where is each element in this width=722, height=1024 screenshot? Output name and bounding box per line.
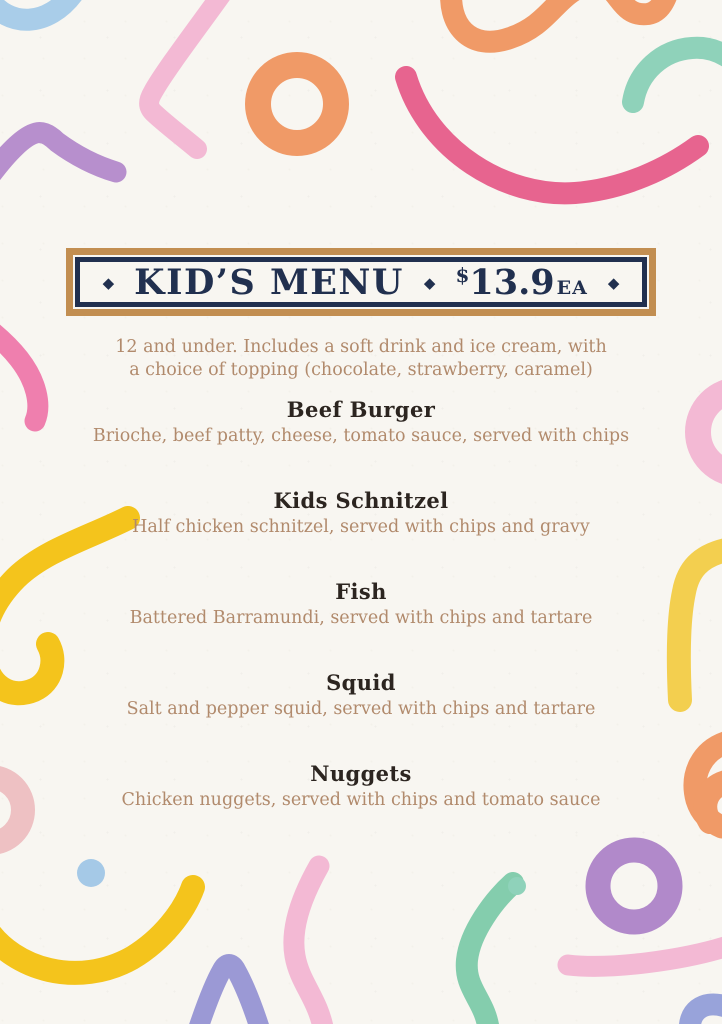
confetti-purple-elbow-left [0,133,116,176]
confetti-yellow-smile-bottom-left [0,887,193,973]
item-description: Brioche, beef patty, cheese, tomato sauce, served with chips [92,425,630,446]
menu-item-fish [0,579,722,630]
price-currency: $ [455,262,470,287]
item-name: Kids Schnitzel [273,487,449,513]
item-description: Battered Barramundi, served with chips and tartare [129,607,593,628]
title-box [66,248,656,316]
diamond-icon: ◆ [423,273,436,292]
confetti-blue-curve-top-left [0,0,74,20]
menu-item-kids-schnitzel [0,488,722,539]
menu-item-nuggets [0,761,722,812]
diamond-icon: ◆ [607,273,620,292]
confetti-pink-elbow-top [149,0,226,149]
title-box-inner [75,257,647,307]
confetti-magenta-smile-top-right [406,77,698,193]
diamond-icon: ◆ [102,273,115,292]
menu-item-beef-burger [0,397,722,448]
confetti-orange-ring-top-left [258,65,336,143]
item-description: Chicken nuggets, served with chips and tomato sauce [121,789,601,810]
price [455,261,588,303]
confetti-pink-s-curve-bottom [294,866,324,1024]
page-title: KID’S MENU [134,261,404,303]
item-description: Half chicken schnitzel, served with chips and gravy [132,516,590,537]
confetti-purple-caret-bottom [197,964,261,1024]
item-name: Squid [326,669,396,695]
menu-item-squid [0,670,722,721]
confetti-teal-dot-bottom [508,877,526,895]
confetti-pink-line-bottom-right [568,946,722,966]
confetti-indigo-blob-bottom-right [690,1004,722,1024]
confetti-orange-squiggle-top [451,0,670,42]
confetti-purple-ring-bottom-right [598,850,670,922]
intro-text [0,336,722,383]
confetti-blue-dot-left [77,859,105,887]
confetti-green-s-curve-bottom [467,883,513,1024]
item-description: Salt and pepper squid, served with chips and tartare [126,698,596,719]
item-name: Beef Burger [286,396,436,422]
confetti-teal-arc-top-right [633,48,722,102]
intro-line-2: a choice of topping (chocolate, strawberry, caramel) [129,360,593,381]
price-unit: EA [556,276,588,299]
price-value: 13.9 [469,261,555,303]
item-name: Nuggets [310,760,412,786]
item-name: Fish [335,578,387,604]
menu-page [0,248,722,812]
intro-line-1: 12 and under. Includes a soft drink and ice cream, with [115,337,607,357]
